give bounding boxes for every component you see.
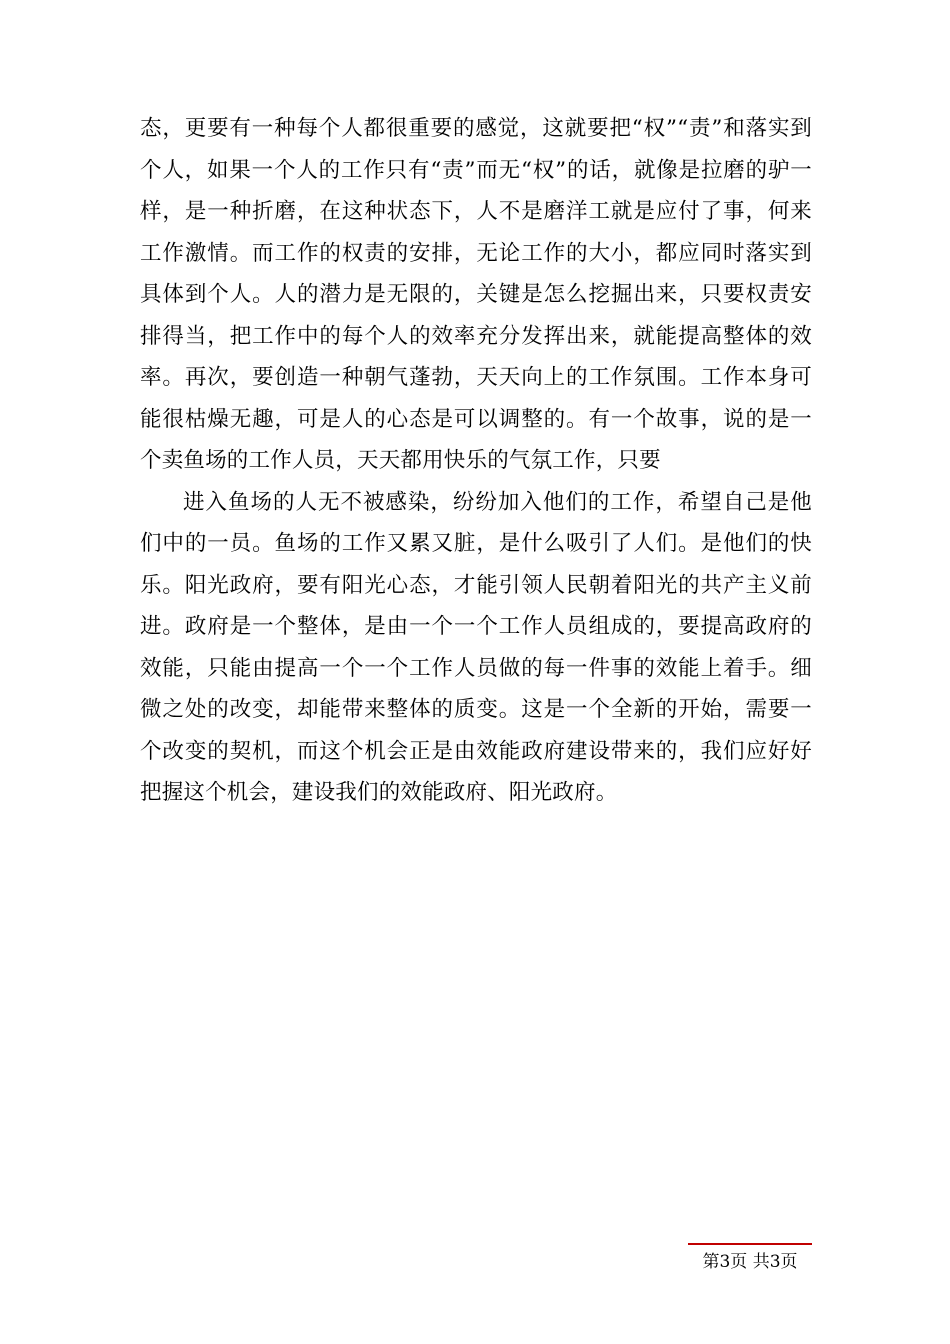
- footer-divider: [688, 1243, 812, 1245]
- page-number: 第3页 共3页: [702, 1252, 798, 1272]
- body-paragraph-1: 态，更要有一种每个人都很重要的感觉，这就要把“权”“责”和落实到个人，如果一个人的工作只有“责”而无“权”的话，就像是拉磨的驴一样，是一种折磨，在这种状态下，人不是磨洋工就是应付了事，何来工作激情。而工作的权责的安排，无论工作的大小，都应同时落实到具体到个人。人的潜力是无限的，关键是怎么挖掘出来，只要权责安排得当，把工作中的每个人的效率充分发挥出来，就能提高整体的效率。再次，要创造一种朝气蓬勃，天天向上的工作氛围。工作本身可能很枯燥无趣，可是人的心态是可以调整的。有一个故事，说的是一个卖鱼场的工作人员，天天都用快乐的气氛工作，只要: [140, 116, 812, 473]
- body-paragraph-2: 进入鱼场的人无不被感染，纷纷加入他们的工作，希望自己是他们中的一员。鱼场的工作又累又脏，是什么吸引了人们。是他们的快乐。阳光政府，要有阳光心态，才能引领人民朝着阳光的共产主义前进。政府是一个整体，是由一个一个工作人员组成的，要提高政府的效能，只能由提高一个一个工作人员做的每一件事的效能上着手。细微之处的改变，却能带来整体的质变。这是一个全新的开始，需要一个改变的契机，而这个机会正是由效能政府建设带来的，我们应好好把握这个机会，建设我们的效能政府、阳光政府。: [140, 489, 812, 805]
- document-body: [140, 108, 812, 814]
- page-footer: [0, 1243, 950, 1283]
